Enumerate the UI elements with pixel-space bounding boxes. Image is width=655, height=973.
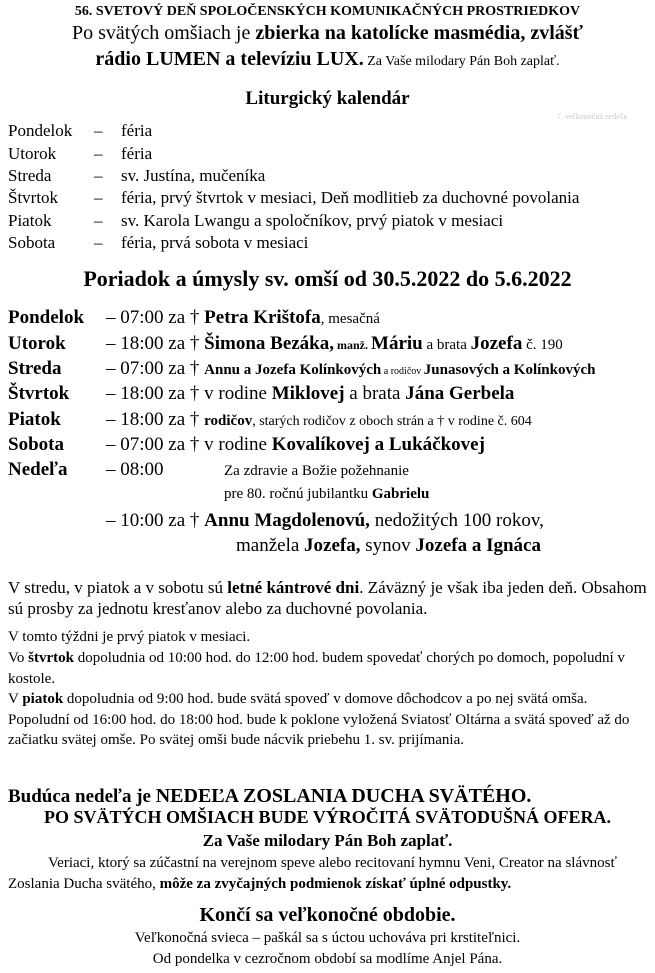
announcement-friday — [8, 689, 644, 751]
announcement-bold: štvrtok — [28, 650, 74, 666]
intention-name: Jozefa, — [304, 535, 361, 556]
mass-day: Štvrtok — [8, 383, 70, 404]
calendar-day: Utorok — [8, 144, 57, 163]
calendar-desc: sv. Justína, mučeníka — [121, 166, 266, 185]
next-sunday-feast: NEDEĽA ZOSLANIA DUCHA SVÄTÉHO. — [155, 785, 532, 807]
indulgence-paragraph — [8, 853, 648, 894]
intention-name: rodičov — [204, 413, 253, 429]
calendar-dash: – — [94, 211, 103, 230]
announcement-bold: piatok — [22, 691, 64, 707]
collection-bold: zbierka na katolícke masmédia, zvlášť — [255, 22, 583, 44]
intention-text: a brata — [344, 383, 406, 404]
intention-name: Annu Magdolenovú, — [204, 510, 370, 531]
intention-name: Petra Krištofa — [204, 307, 321, 328]
calendar-dash: – — [94, 166, 103, 185]
mass-time: – 18:00 za † — [106, 333, 205, 354]
intention-name: Jozefa a Ignáca — [415, 535, 541, 556]
mass-schedule-title: Poriadok a úmysly sv. omší od 30.5.2022 do 5.6.2022 — [83, 266, 572, 291]
calendar-title: Liturgický kalendár — [245, 88, 410, 109]
mass-day: Sobota — [8, 434, 64, 455]
mass-intention — [106, 358, 595, 380]
intention-name: Šimona Bezáka, — [204, 333, 335, 354]
intention-name: Junasových a Kolínkových — [423, 362, 596, 378]
mass-intention — [106, 333, 563, 355]
intention-name: Kovalíkovej a Lukáčkovej — [271, 434, 485, 455]
intention-text: nedožitých 100 rokov, — [369, 510, 544, 531]
collection-text: Po svätých omšiach je — [72, 22, 256, 44]
intention-text: a brata — [422, 337, 471, 353]
mass-day: Piatok — [8, 409, 61, 430]
mass-day: Utorok — [8, 333, 66, 354]
sunday-intention-line2 — [224, 486, 429, 503]
collection-notice-line2 — [0, 48, 655, 71]
calendar-dash: – — [94, 233, 103, 252]
next-sunday-label: Budúca nedeľa je — [8, 786, 156, 807]
calendar-desc: féria, prvá sobota v mesiaci — [121, 233, 309, 252]
intention-name: Miklovej — [271, 383, 345, 404]
mass-time: – 18:00 za † — [106, 409, 205, 430]
mass-time: – 07:00 za † — [106, 434, 205, 455]
calendar-day: Sobota — [8, 233, 56, 252]
sunday-intention-line3 — [236, 535, 541, 557]
thanks-line: Za Vaše milodary Pán Boh zaplať. — [202, 831, 453, 850]
intention-text: synov — [360, 535, 416, 556]
calendar-dash: – — [94, 188, 103, 207]
intention-name: Máriu — [371, 333, 423, 354]
mass-time: – 08:00 — [106, 459, 164, 480]
mass-intention — [106, 510, 544, 532]
intention-text: manžela — [236, 535, 305, 556]
collection-notice-line1 — [0, 22, 655, 45]
mass-day: Streda — [8, 358, 62, 379]
media-names: rádio LUMEN a televíziu LUX. — [95, 48, 364, 70]
announcement-text: V stredu, v piatok a v sobotu sú — [8, 578, 228, 597]
mass-day: Pondelok — [8, 307, 85, 328]
mass-intention — [106, 383, 514, 405]
calendar-dash: – — [94, 121, 103, 140]
intention-text: , starých rodičov z oboch strán a † v rodine č. 604 — [252, 414, 532, 429]
calendar-desc: féria — [121, 121, 153, 140]
announcement-ember-days — [8, 577, 650, 619]
announcement-text: dopoludnia od 10:00 hod. do 12:00 hod. budem spovedať chorých po domoch, popoludní v kostole. — [8, 650, 625, 687]
mass-intention — [106, 307, 380, 329]
sunday-intention-line1: Za zdravie a Božie požehnanie — [224, 463, 409, 479]
event-title: 56. SVETOVÝ DEŇ SPOLOČENSKÝCH KOMUNIKAČNÝCH PROSTRIEDKOV — [74, 4, 581, 19]
mass-day: Nedeľa — [8, 459, 68, 480]
calendar-dash: – — [94, 144, 103, 163]
calendar-desc: sv. Karola Lwangu a spoločníkov, prvý piatok v mesiaci — [121, 211, 504, 230]
mass-time: – 07:00 za † — [106, 307, 205, 328]
next-sunday-heading — [8, 785, 531, 808]
mass-intention — [106, 409, 532, 431]
mass-time: – 18:00 za † — [106, 383, 205, 404]
watermark: 7. veľkonočná nedeľa — [557, 112, 627, 121]
intention-text: v rodine — [204, 383, 272, 404]
announcement-first-friday: V tomto týždni je prvý piatok v mesiaci. — [8, 629, 251, 645]
thanks-text: Za Vaše milodary Pán Boh zaplať. — [363, 54, 560, 69]
intention-text: , mesačná — [320, 311, 380, 327]
intention-name: Jozefa — [470, 333, 523, 354]
mass-time: – 10:00 za † — [106, 510, 205, 531]
intention-name: Annu a Jozefa Kolínkových — [204, 362, 382, 378]
calendar-desc: féria — [121, 144, 153, 163]
indulgence-text: Veriaci, ktorý sa zúčastní na verejnom speve alebo recitovaní hymnu Veni, Creator na slávnosť Zoslania Ducha svätého, — [8, 855, 617, 892]
mass-time: – 07:00 za † — [106, 358, 205, 379]
announcement-text: Vo — [8, 650, 29, 666]
calendar-desc: féria, prvý štvrtok v mesiaci, Deň modlitieb za duchovné povolania — [121, 188, 580, 207]
mass-intention — [106, 434, 485, 456]
calendar-day: Štvrtok — [8, 188, 59, 207]
announcement-text: . Záväzný je však iba jeden deň. Obsahom sú prosby za jednotu kresťanov alebo za duchovné povolania. — [8, 578, 647, 618]
intention-text: v rodine — [204, 434, 272, 455]
angelus-note: Od pondelka v cezročnom období sa modlíme Anjel Pána. — [152, 951, 503, 967]
intention-name: Gabrielu — [371, 486, 430, 502]
indulgence-bold: môže za zvyčajných podmienok získať úplné odpustky. — [159, 875, 512, 892]
announcement-thursday — [8, 648, 638, 689]
offering-notice: PO SVÄTÝCH OMŠIACH BUDE VÝROČITÁ SVÄTODUŠNÁ OFERA. — [44, 807, 611, 827]
intention-name: Jána Gerbela — [405, 383, 515, 404]
announcement-text: V — [8, 691, 23, 707]
intention-text: manž. — [334, 338, 372, 352]
calendar-day: Piatok — [8, 211, 52, 230]
announcement-text: dopoludnia od 9:00 hod. bude svätá spoveď v domove dôchodcov a po nej svätá omša. Popoludní od 16:00 hod. do 18:00 hod. bude k poklone vyložená Sviatosť Oltárna a svätá spoveď až do začiatku svätej omše. Po svätej omši bude nácvik priebehu 1. sv. prijímania. — [8, 691, 630, 748]
announcement-bold: letné kántrové dni — [227, 578, 360, 597]
easter-candle-note: Veľkonočná svieca – paškál sa s úctou uchováva pri krstiteľnici. — [134, 930, 521, 946]
calendar-day: Streda — [8, 166, 52, 185]
calendar-day: Pondelok — [8, 121, 73, 140]
intention-text: č. 190 — [522, 337, 563, 353]
easter-end-title: Končí sa veľkonočné obdobie. — [199, 904, 456, 926]
intention-text: pre 80. ročnú jubilantku — [224, 486, 372, 502]
intention-text: a rodičov — [381, 366, 424, 377]
